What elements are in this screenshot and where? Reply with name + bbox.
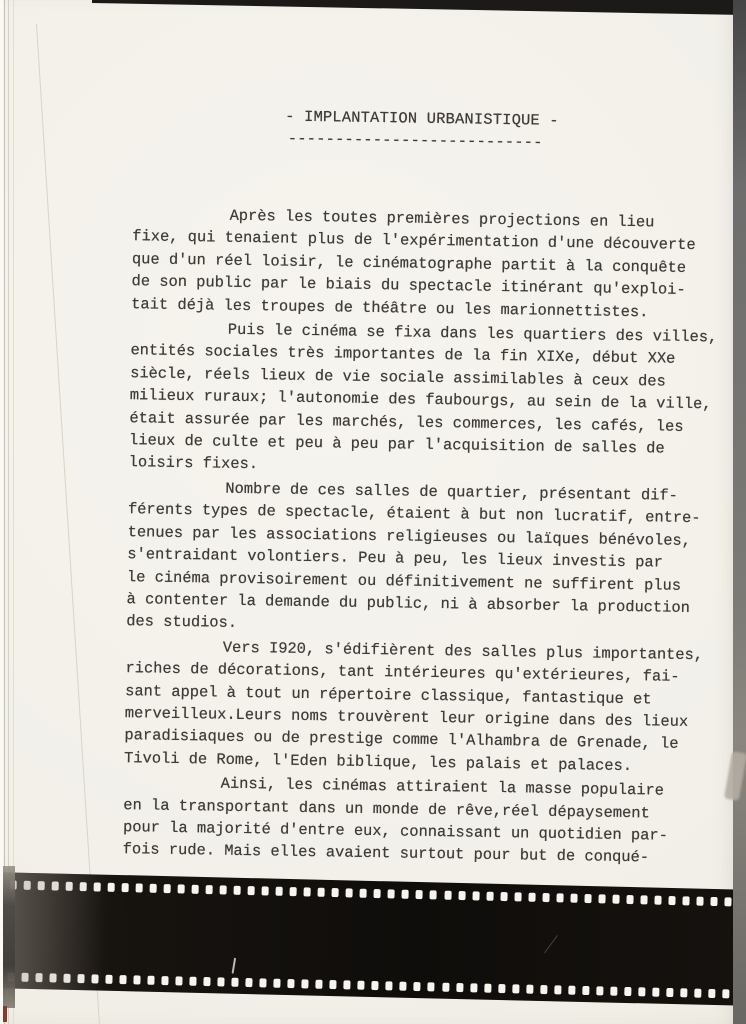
text-line: fois rude. Mais elles avaient surtout pour but de conqué- xyxy=(122,840,650,867)
sprocket-hole xyxy=(148,976,155,985)
text-line: était assurée par les marchés, les commerces, les cafés, les xyxy=(129,408,684,436)
paragraph xyxy=(126,476,715,642)
sprocket-hole xyxy=(444,891,451,900)
sprocket-hole xyxy=(486,892,493,901)
text-line: siècle, réels lieux de vie sociale assimilables à ceux des xyxy=(130,363,666,391)
text-line: Puis le cinéma se fixa dans les quartiers des villes, xyxy=(227,320,718,347)
text-line: sant appel à tout un répertoire classique, fantastique et xyxy=(125,681,652,708)
paragraph xyxy=(129,317,718,483)
text-line: tait déjà les troupes de théâtre ou les marionnettistes. xyxy=(131,294,649,321)
sprocket-hole xyxy=(654,896,661,905)
sprocket-hole xyxy=(192,885,199,894)
text-line: lieux de culte et peu à peu par l'acquisition de salles de xyxy=(128,431,665,458)
sprocket-hole xyxy=(232,978,239,987)
sprocket-hole xyxy=(458,891,465,900)
sprocket-hole xyxy=(498,984,505,993)
sprocket-hole xyxy=(290,887,297,896)
sprocket-hole xyxy=(484,984,491,993)
film-strip xyxy=(0,872,746,1006)
paragraph xyxy=(122,771,710,870)
text-line: pour la majorité d'entre eux, connaissant un quotidien par- xyxy=(122,818,669,845)
sprocket-hole xyxy=(360,889,367,898)
text-line: riches de décorations, tant intérieures qu'extérieures, fai- xyxy=(125,659,680,686)
text-line: Vers I920, s'édifièrent des salles plus importantes, xyxy=(222,638,704,664)
sprocket-hole xyxy=(150,884,157,893)
scan-right-edge xyxy=(733,0,746,1024)
sprocket-hole xyxy=(640,895,647,904)
text-line: paradisiaques ou de prestige comme l'Alhambra de Grenade, le xyxy=(124,726,679,754)
sprocket-hole xyxy=(21,973,28,982)
sprocket-hole xyxy=(178,884,185,893)
sprocket-hole xyxy=(136,883,143,892)
sprocket-hole xyxy=(470,983,477,992)
sprocket-hole xyxy=(66,882,73,891)
text-line: fixe, qui tenaient plus de l'expérimentation d'une découverte xyxy=(132,227,696,255)
text-line: tenues par les associations religieuses ou laïques bénévoles, xyxy=(127,522,692,550)
film-scratch-mark xyxy=(544,935,558,953)
sprocket-hole xyxy=(94,882,101,891)
sprocket-hole xyxy=(330,980,337,989)
sprocket-hole xyxy=(512,984,519,993)
sprocket-hole xyxy=(38,881,45,890)
sprocket-hole xyxy=(78,974,85,983)
sprocket-hole xyxy=(668,896,675,905)
sprocket-hole xyxy=(722,989,729,998)
sprocket-hole xyxy=(218,977,225,986)
sprocket-hole xyxy=(106,975,113,984)
sprocket-hole xyxy=(472,891,479,900)
text-line: s'entraidant volontiers. Peu à peu, les lieux investis par xyxy=(127,545,664,572)
text-line: que d'un réel loisir, le cinématographe partit à la conquête xyxy=(131,249,687,277)
sprocket-hole xyxy=(164,884,171,893)
sprocket-hole xyxy=(556,893,563,902)
paragraph xyxy=(131,203,719,324)
sprocket-hole xyxy=(638,987,645,996)
film-scratch-mark xyxy=(232,958,237,974)
text-line: en la transportant dans un monde de rêve,réel dépaysement xyxy=(123,795,650,822)
sprocket-hole xyxy=(402,890,409,899)
sprocket-hole xyxy=(316,980,323,989)
document-body xyxy=(122,203,719,872)
sprocket-hole xyxy=(652,988,659,997)
sprocket-hole xyxy=(24,881,31,890)
sprocket-hole xyxy=(386,981,393,990)
sprocket-hole xyxy=(582,986,589,995)
sprocket-hole xyxy=(288,979,295,988)
sprocket-hole xyxy=(206,885,213,894)
text-line: des studios. xyxy=(126,612,238,633)
sprocket-hole xyxy=(108,883,115,892)
text-line: entités sociales très importantes de la fin XIXe, début XXe xyxy=(130,341,676,369)
text-line: Nombre de ces salles de quartier, présentant dif- xyxy=(225,479,678,505)
sprocket-hole xyxy=(696,897,703,906)
sprocket-hole xyxy=(332,888,339,897)
sprocket-hole xyxy=(528,893,535,902)
sprocket-hole xyxy=(134,975,141,984)
sprocket-hole xyxy=(430,890,437,899)
sprocket-hole xyxy=(304,887,311,896)
sprocket-hole xyxy=(500,892,507,901)
sprocket-hole xyxy=(666,988,673,997)
sprocket-hole xyxy=(456,983,463,992)
sprocket-hole xyxy=(162,976,169,985)
sprocket-hole xyxy=(344,980,351,989)
sprocket-hole xyxy=(92,974,99,983)
text-line: Ainsi, les cinémas attiraient la masse populaire xyxy=(220,774,665,800)
sprocket-hole xyxy=(626,895,633,904)
sprocket-hole xyxy=(542,893,549,902)
sprocket-hole xyxy=(35,973,42,982)
sprocket-hole xyxy=(302,979,309,988)
sprocket-hole xyxy=(598,894,605,903)
sprocket-hole xyxy=(190,977,197,986)
page-title: - IMPLANTATION URBANISTIQUE - xyxy=(285,107,559,130)
sprocket-hole xyxy=(514,892,521,901)
sprocket-hole xyxy=(204,977,211,986)
sprocket-hole xyxy=(246,978,253,987)
text-line: Tivoli de Rome, l'Eden biblique, les palais et palaces. xyxy=(123,748,633,775)
sprocket-hole xyxy=(414,982,421,991)
sprocket-hole xyxy=(49,973,56,982)
sprocket-hole xyxy=(710,897,717,906)
sprocket-hole xyxy=(52,881,59,890)
sprocket-hole xyxy=(400,982,407,991)
sprocket-hole xyxy=(624,987,631,996)
sprocket-hole xyxy=(176,976,183,985)
title-underline: --------------------------- xyxy=(287,129,543,152)
sprocket-hole xyxy=(318,888,325,897)
text-line: merveilleux.Leurs noms trouvèrent leur origine dans des lieux xyxy=(124,704,689,731)
sprocket-hole xyxy=(570,894,577,903)
text-line: férents types de spectacle, étaient à but non lucratif, entre- xyxy=(127,500,701,528)
sprocket-hole xyxy=(708,989,715,998)
sprocket-hole xyxy=(680,988,687,997)
sprocket-hole xyxy=(526,985,533,994)
paper-left-edge xyxy=(0,0,3,1024)
sprocket-hole xyxy=(416,890,423,899)
sprocket-hole xyxy=(374,889,381,898)
text-line: de son public par le biais du spectacle itinérant qu'exploi- xyxy=(131,272,686,300)
sprocket-hole xyxy=(694,989,701,998)
text-line: loisirs fixes. xyxy=(128,453,259,474)
sprocket-hole xyxy=(610,987,617,996)
sprocket-hole xyxy=(428,982,435,991)
sprocket-hole xyxy=(540,985,547,994)
sprocket-hole xyxy=(274,979,281,988)
sprocket-hole xyxy=(346,888,353,897)
sprocket-hole xyxy=(584,894,591,903)
sprocket-hole xyxy=(80,882,87,891)
text-line: à contenter la demande du public, ni à absorber la production xyxy=(126,590,691,617)
sprocket-hole xyxy=(220,885,227,894)
sprocket-hole xyxy=(234,886,241,895)
sprocket-hole xyxy=(358,981,365,990)
sprocket-hole xyxy=(260,978,267,987)
sprocket-hole xyxy=(120,975,127,984)
sprocket-hole xyxy=(262,886,269,895)
sprocket-hole xyxy=(372,981,379,990)
sprocket-hole xyxy=(682,896,689,905)
sprocket-hole xyxy=(724,897,731,906)
paragraph xyxy=(124,635,713,779)
text-line: le cinéma provisoirement ou définitivement ne suffirent plus xyxy=(126,567,682,595)
text-line: milieux ruraux; l'autonomie des faubourgs, au sein de la ville, xyxy=(129,386,712,414)
sprocket-hole xyxy=(442,983,449,992)
sprocket-hole xyxy=(612,895,619,904)
sprocket-hole xyxy=(122,883,129,892)
sprocket-hole xyxy=(568,986,575,995)
sprocket-hole xyxy=(554,985,561,994)
sprocket-hole xyxy=(276,887,283,896)
sprocket-hole xyxy=(388,889,395,898)
sprocket-hole xyxy=(63,974,70,983)
sprocket-hole xyxy=(248,886,255,895)
text-line: Après les toutes premières projections en lieu xyxy=(229,206,655,232)
sprocket-hole xyxy=(596,986,603,995)
